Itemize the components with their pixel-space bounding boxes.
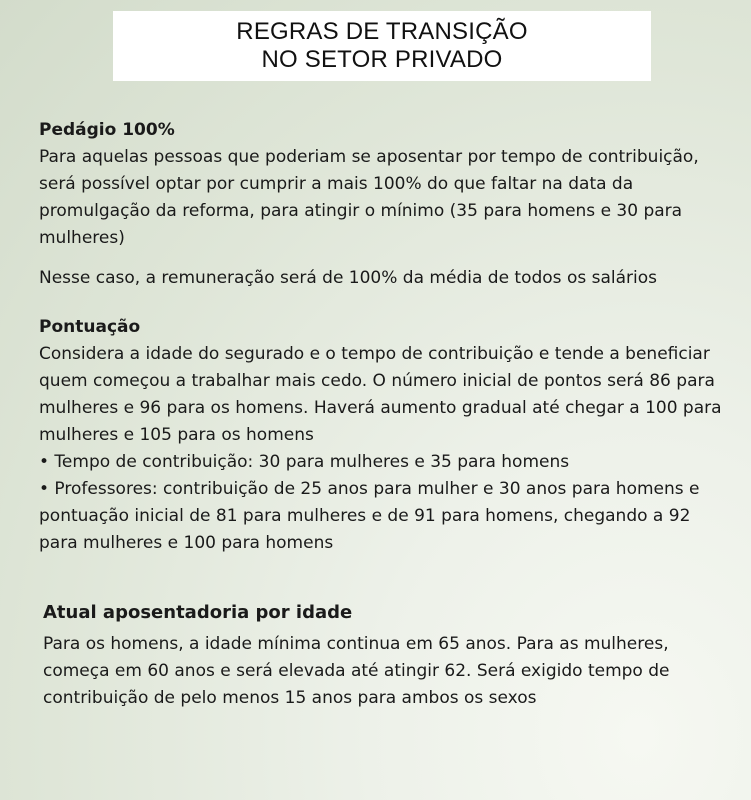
- pedagio-paragraph-1: Para aquelas pessoas que poderiam se aposentar por tempo de contribuição, será possível optar por cumprir a mais 100% do que faltar na data da promulgação da reforma, para atingir o mínimo (35 para homens e 30 para mulheres): [39, 147, 699, 248]
- pontuacao-bullet-2: • Professores: contribuição de 25 anos para mulher e 30 anos para homens e pontuação inicial de 81 para mulheres e de 91 para homens, chegando a 92 para mulheres e 100 para homens: [39, 479, 700, 553]
- section-idade: [43, 599, 723, 712]
- title-box: [113, 11, 651, 81]
- idade-paragraph: Para os homens, a idade mínima continua em 65 anos. Para as mulheres, começa em 60 anos e será elevada até atingir 62. Será exigido tempo de contribuição de pelo menos 15 anos para ambos os sexos: [43, 634, 670, 708]
- title-line-1: REGRAS DE TRANSIÇÃO: [236, 18, 528, 45]
- pontuacao-heading: Pontuação: [39, 317, 141, 337]
- section-pontuacao: [39, 314, 729, 557]
- pedagio-heading: Pedágio 100%: [39, 120, 175, 140]
- pontuacao-bullet-1: • Tempo de contribuição: 30 para mulheres e 35 para homens: [39, 452, 570, 472]
- pontuacao-paragraph: Considera a idade do segurado e o tempo de contribuição e tende a beneficiar quem começou a trabalhar mais cedo. O número inicial de pontos será 86 para mulheres e 96 para os homens. Haverá aumento gradual até chegar a 100 para mulheres e 105 para os homens: [39, 344, 722, 445]
- title-line-2: NO SETOR PRIVADO: [261, 46, 503, 73]
- idade-heading: Atual aposentadoria por idade: [43, 602, 353, 623]
- pedagio-paragraph-2: Nesse caso, a remuneração será de 100% da média de todos os salários: [39, 268, 657, 288]
- section-pedagio: [39, 117, 729, 292]
